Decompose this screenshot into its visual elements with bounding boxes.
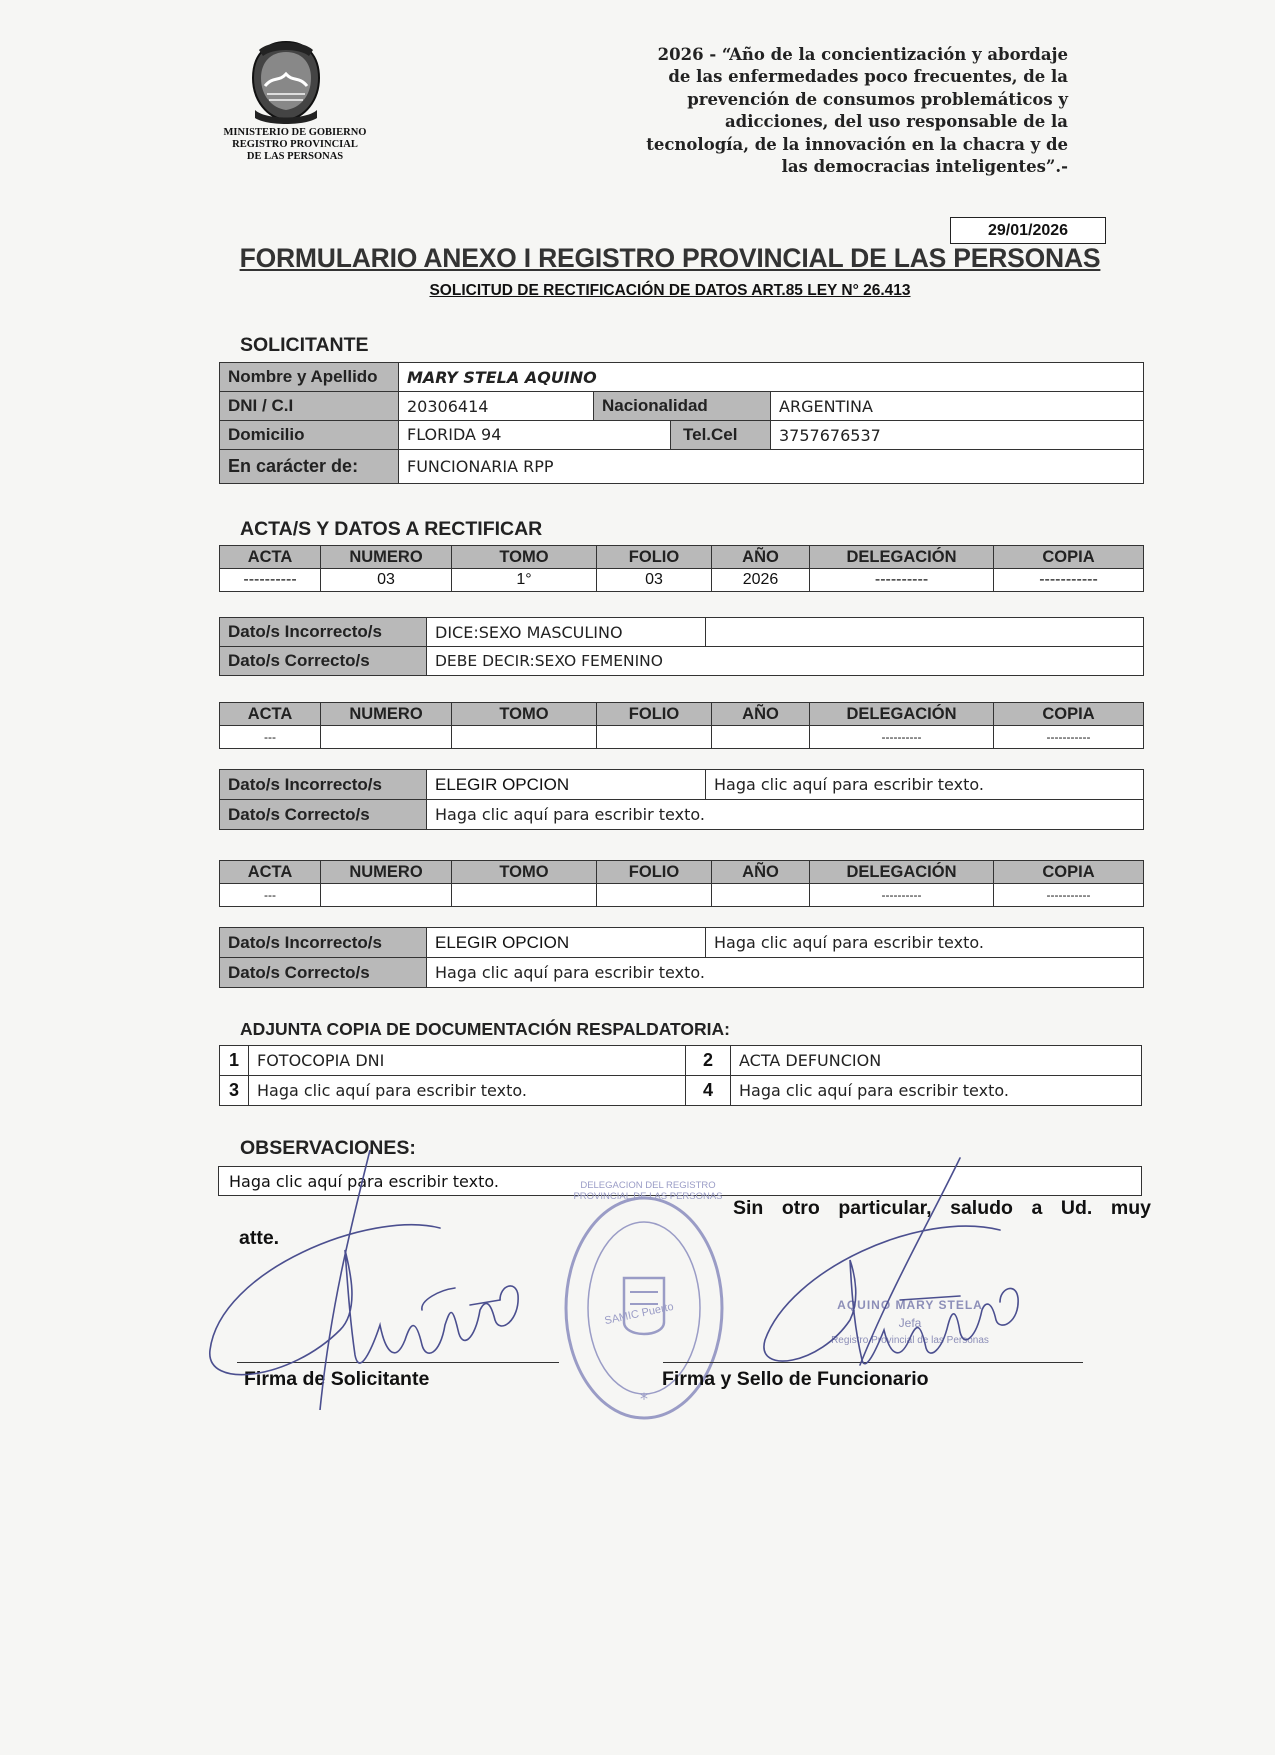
ministry-line: MINISTERIO DE GOBIERNO xyxy=(223,127,367,138)
tomo-cell[interactable] xyxy=(452,884,597,907)
col-copia: COPIA xyxy=(994,703,1144,726)
caracter-label: En carácter de: xyxy=(220,450,399,484)
correct-field[interactable]: Haga clic aquí para escribir texto. xyxy=(427,800,1144,830)
observaciones-field[interactable]: Haga clic aquí para escribir texto. xyxy=(218,1166,1142,1196)
folio-cell[interactable] xyxy=(597,726,712,749)
nombre-label: Nombre y Apellido xyxy=(220,363,399,392)
svg-text:*: * xyxy=(640,1389,648,1408)
ministry-line: DE LAS PERSONAS xyxy=(246,151,344,162)
incorrect-dropdown[interactable]: ELEGIR OPCION xyxy=(427,770,706,800)
rectify-table xyxy=(219,617,1144,676)
acta-cell[interactable]: --- xyxy=(220,884,321,907)
section-actas: ACTA/S Y DATOS A RECTIFICAR xyxy=(240,518,543,540)
doc-item[interactable]: Haga clic aquí para escribir texto. xyxy=(249,1076,686,1106)
acta-table xyxy=(219,860,1144,907)
nacionalidad-field[interactable]: ARGENTINA xyxy=(771,392,1144,421)
tomo-cell[interactable] xyxy=(452,726,597,749)
handwritten-signatures-icon xyxy=(200,1150,1100,1410)
officer-name: AQUINO MARY STELA xyxy=(837,1298,983,1312)
section-solicitante: SOLICITANTE xyxy=(240,334,369,356)
signature-label-funcionario: Firma y Sello de Funcionario xyxy=(662,1368,929,1390)
doc-item[interactable]: ACTA DEFUNCION xyxy=(731,1046,1142,1076)
col-folio: FOLIO xyxy=(597,546,712,569)
domicilio-cell xyxy=(399,421,771,450)
tomo-cell[interactable]: 1° xyxy=(452,569,597,592)
incorrect-label: Dato/s Incorrecto/s xyxy=(220,618,427,647)
col-acta: ACTA xyxy=(220,546,321,569)
col-numero: NUMERO xyxy=(321,703,452,726)
closing-atte: atte. xyxy=(239,1227,280,1249)
date-field[interactable]: 29/01/2026 xyxy=(950,217,1106,244)
year-motto xyxy=(590,44,1068,178)
solicitante-table xyxy=(219,362,1144,484)
officer-office: Registro Provincial de las Personas xyxy=(831,1335,989,1346)
col-tomo: TOMO xyxy=(452,703,597,726)
delegacion-cell[interactable]: ---------- xyxy=(810,726,994,749)
col-anio: AÑO xyxy=(712,861,810,884)
copia-cell[interactable]: ----------- xyxy=(994,726,1144,749)
copia-cell[interactable]: ----------- xyxy=(994,884,1144,907)
folio-cell[interactable] xyxy=(597,884,712,907)
col-folio: FOLIO xyxy=(597,703,712,726)
anio-cell[interactable] xyxy=(712,726,810,749)
tel-label: Tel.Cel xyxy=(670,421,770,449)
motto-line: de las enfermedades poco frecuentes, de la xyxy=(668,67,1068,87)
acta-cell[interactable]: --- xyxy=(220,726,321,749)
folio-cell[interactable]: 03 xyxy=(597,569,712,592)
acta-table xyxy=(219,702,1144,749)
anio-cell[interactable] xyxy=(712,884,810,907)
correct-label: Dato/s Correcto/s xyxy=(220,958,427,988)
rectify-table xyxy=(219,769,1144,830)
doc-number: 1 xyxy=(220,1046,249,1076)
acta-table xyxy=(219,545,1144,592)
col-delegacion: DELEGACIÓN xyxy=(810,861,994,884)
col-anio: AÑO xyxy=(712,703,810,726)
motto-line: adicciones, del uso responsable de la xyxy=(724,112,1068,132)
correct-label: Dato/s Correcto/s xyxy=(220,647,427,676)
province-seal-icon xyxy=(245,38,327,124)
col-tomo: TOMO xyxy=(452,546,597,569)
incorrect-dropdown[interactable]: ELEGIR OPCION xyxy=(427,928,706,958)
delegacion-cell[interactable]: ---------- xyxy=(810,569,994,592)
section-documentation: ADJUNTA COPIA DE DOCUMENTACIÓN RESPALDATORIA: xyxy=(240,1019,730,1039)
tel-field[interactable]: 3757676537 xyxy=(771,421,1144,450)
section-observaciones: OBSERVACIONES: xyxy=(240,1137,416,1159)
correct-label: Dato/s Correcto/s xyxy=(220,800,427,830)
form-subtitle: SOLICITUD DE RECTIFICACIÓN DE DATOS ART.85 LEY N° 26.413 xyxy=(429,282,911,299)
numero-cell[interactable]: 03 xyxy=(321,569,452,592)
col-numero: NUMERO xyxy=(321,546,452,569)
correct-field[interactable]: Haga clic aquí para escribir texto. xyxy=(427,958,1144,988)
ministry-name xyxy=(205,127,385,163)
motto-line: las democracias inteligentes”.- xyxy=(781,157,1068,177)
col-copia: COPIA xyxy=(994,861,1144,884)
delegacion-cell[interactable]: ---------- xyxy=(810,884,994,907)
numero-cell[interactable] xyxy=(321,726,452,749)
doc-number: 3 xyxy=(220,1076,249,1106)
col-delegacion: DELEGACIÓN xyxy=(810,703,994,726)
acta-cell[interactable]: ---------- xyxy=(220,569,321,592)
closing-line: Sin otro particular, saludo a Ud. muy xyxy=(733,1197,1151,1219)
ministry-line: REGISTRO PROVINCIAL xyxy=(232,139,358,150)
doc-number: 2 xyxy=(686,1046,731,1076)
nacionalidad-label: Nacionalidad xyxy=(594,392,771,421)
doc-item[interactable]: Haga clic aquí para escribir texto. xyxy=(731,1076,1142,1106)
stamp-place: SAMIC Puerto xyxy=(603,1300,675,1328)
domicilio-label: Domicilio xyxy=(220,421,399,450)
col-tomo: TOMO xyxy=(452,861,597,884)
rectify-table xyxy=(219,927,1144,988)
anio-cell[interactable]: 2026 xyxy=(712,569,810,592)
incorrect-extra-field[interactable]: Haga clic aquí para escribir texto. xyxy=(706,770,1144,800)
incorrect-extra-field[interactable] xyxy=(706,618,1144,647)
motto-line: 2026 - “Año de la concientización y abordaje xyxy=(657,45,1068,64)
dni-label: DNI / C.I xyxy=(220,392,399,421)
documentation-table xyxy=(219,1045,1142,1106)
doc-number: 4 xyxy=(686,1076,731,1106)
incorrect-label: Dato/s Incorrecto/s xyxy=(220,928,427,958)
col-delegacion: DELEGACIÓN xyxy=(810,546,994,569)
numero-cell[interactable] xyxy=(321,884,452,907)
correct-field[interactable]: DEBE DECIR:SEXO FEMENINO xyxy=(427,647,1144,676)
motto-line: prevención de consumos problemáticos y xyxy=(687,89,1068,109)
dni-field[interactable]: 20306414 xyxy=(399,392,594,421)
stamp-round-text: DELEGACION DEL REGISTRO PROVINCIAL DE LAS PERSONAS xyxy=(573,1180,723,1202)
incorrect-label: Dato/s Incorrecto/s xyxy=(220,770,427,800)
incorrect-extra-field[interactable]: Haga clic aquí para escribir texto. xyxy=(706,928,1144,958)
signature-label-solicitante: Firma de Solicitante xyxy=(244,1368,430,1390)
motto-line: tecnología, de la innovación en la chacra y de xyxy=(646,134,1068,154)
col-copia: COPIA xyxy=(994,546,1144,569)
col-anio: AÑO xyxy=(712,546,810,569)
nombre-field[interactable]: MARY STELA AQUINO xyxy=(399,363,1144,392)
officer-role: Jefa xyxy=(898,1316,922,1330)
form-title: FORMULARIO ANEXO I REGISTRO PROVINCIAL DE LAS PERSONAS xyxy=(239,243,1101,273)
caracter-field[interactable]: FUNCIONARIA RPP xyxy=(399,450,1144,484)
domicilio-field[interactable]: FLORIDA 94 xyxy=(407,425,502,444)
col-folio: FOLIO xyxy=(597,861,712,884)
incorrect-field[interactable]: DICE:SEXO MASCULINO xyxy=(427,618,706,647)
doc-item[interactable]: FOTOCOPIA DNI xyxy=(249,1046,686,1076)
col-acta: ACTA xyxy=(220,703,321,726)
domicilio-split xyxy=(399,421,770,449)
col-acta: ACTA xyxy=(220,861,321,884)
col-numero: NUMERO xyxy=(321,861,452,884)
copia-cell[interactable]: ----------- xyxy=(994,569,1144,592)
